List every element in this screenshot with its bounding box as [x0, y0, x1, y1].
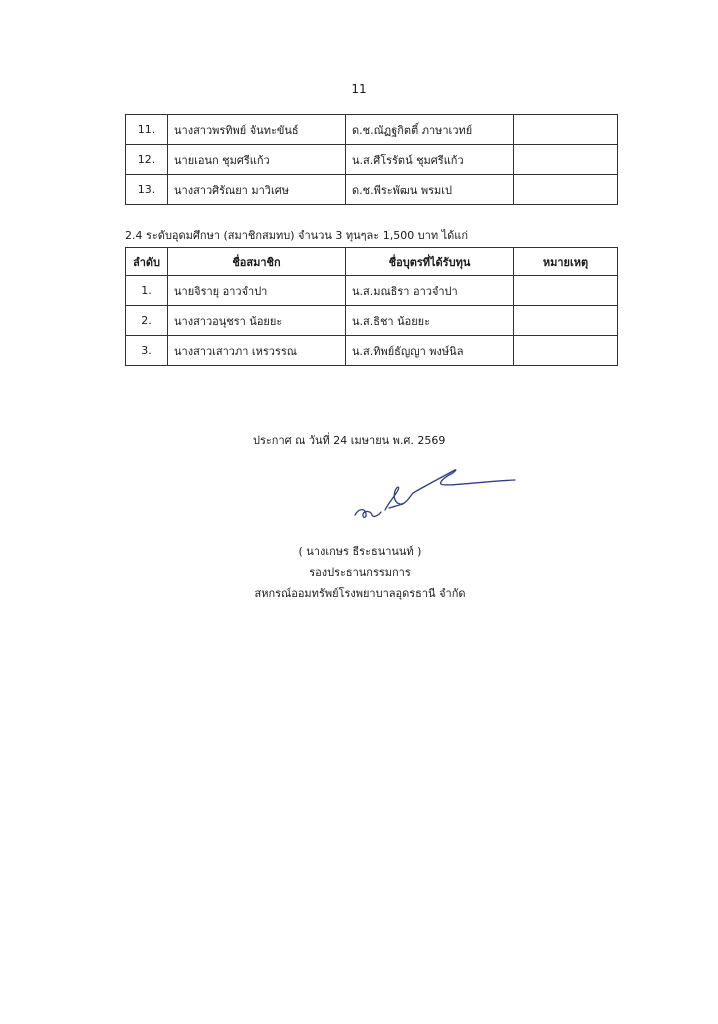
column-header-remark: หมายเหตุ	[514, 248, 618, 276]
column-header-child: ชื่อบุตรที่ได้รับทุน	[346, 248, 514, 276]
signer-block	[200, 541, 520, 604]
signature-stroke	[355, 510, 381, 518]
remark	[514, 145, 618, 175]
remark	[514, 115, 618, 145]
row-number: 1.	[126, 276, 168, 306]
row-number: 2.	[126, 306, 168, 336]
signature-stroke	[413, 470, 515, 493]
member-name: นางสาวเสาวภา เหรวรรณ	[168, 336, 346, 366]
column-header-member: ชื่อสมาชิก	[168, 248, 346, 276]
table-row	[126, 175, 618, 205]
section-heading: 2.4 ระดับอุดมศึกษา (สมาชิกสมทบ) จำนวน 3 ทุนๆละ 1,500 บาท ได้แก่	[125, 229, 469, 242]
member-name: นายเอนก ชุมศรีแก้ว	[168, 145, 346, 175]
row-number: 13.	[126, 175, 168, 205]
announcement-date: ประกาศ ณ วันที่ 24 เมษายน พ.ศ. 2569	[253, 434, 446, 447]
remark	[514, 276, 618, 306]
table-row	[126, 336, 618, 366]
member-name: นางสาวอนุชรา น้อยยะ	[168, 306, 346, 336]
signature-stroke	[389, 504, 403, 508]
row-number: 11.	[126, 115, 168, 145]
child-name: น.ส.มณธิรา อาวจำปา	[346, 276, 514, 306]
member-name: นางสาวพรทิพย์ จันทะขันธ์	[168, 115, 346, 145]
child-name: น.ส.ศีโรรัตน์ ชุมศรีแก้ว	[346, 145, 514, 175]
signer-organization: สหกรณ์ออมทรัพย์โรงพยาบาลอุดรธานี จำกัด	[254, 587, 466, 600]
remark	[514, 306, 618, 336]
remark	[514, 336, 618, 366]
child-name: น.ส.ทิพย์ธัญญา พงษ์นิล	[346, 336, 514, 366]
member-name: นางสาวศิรัณยา มาวิเศษ	[168, 175, 346, 205]
signature-image	[345, 460, 525, 530]
member-name: นายจิรายุ อาวจำปา	[168, 276, 346, 306]
scholarship-table-continued	[125, 114, 618, 205]
signature-stroke	[385, 487, 413, 510]
signer-name: ( นางเกษร ธีระธนานนท์ )	[298, 545, 422, 558]
page-number: 11	[351, 82, 367, 96]
scholarship-table-higher-education	[125, 247, 618, 366]
child-name: น.ส.ธิชา น้อยยะ	[346, 306, 514, 336]
remark	[514, 175, 618, 205]
table-row	[126, 115, 618, 145]
row-number: 3.	[126, 336, 168, 366]
column-header-order: ลำดับ	[126, 248, 168, 276]
child-name: ด.ช.พีระพัฒน พรมเป	[346, 175, 514, 205]
table-row	[126, 306, 618, 336]
child-name: ด.ช.ณัฏฐกิตติ์ ภาษาเวทย์	[346, 115, 514, 145]
table-row	[126, 276, 618, 306]
signer-position: รองประธานกรรมการ	[309, 566, 411, 579]
table-row	[126, 145, 618, 175]
table-header-row	[126, 248, 618, 276]
row-number: 12.	[126, 145, 168, 175]
